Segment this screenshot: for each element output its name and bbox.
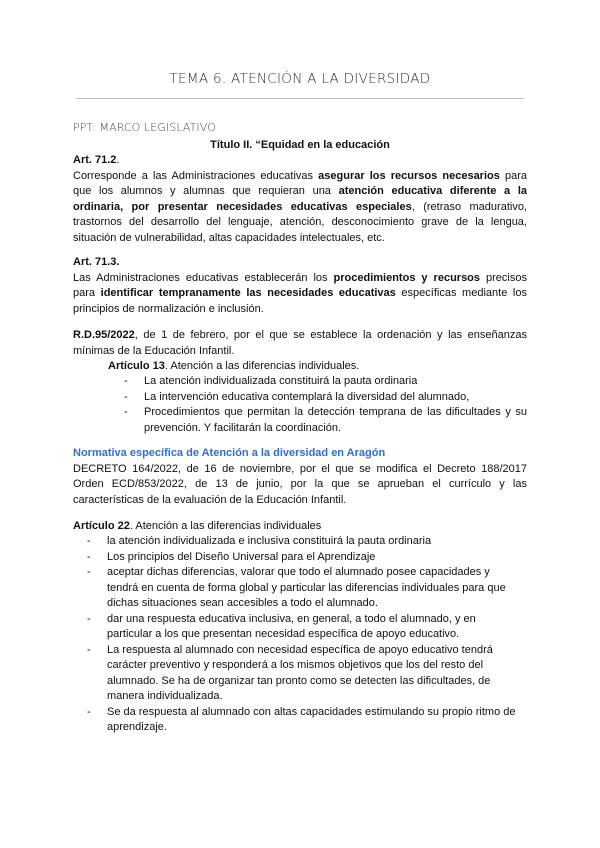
- art-71-3-heading: Art. 71.3.: [73, 256, 120, 268]
- art-71-3-section: [73, 255, 527, 317]
- art-71-2-section: [73, 153, 527, 246]
- list-item: - La atención individualizada constituirá la pauta ordinaria: [124, 375, 418, 387]
- list-item: - dar una respuesta educativa inclusiva, en general, a todo el alumnado, y en particular a los que presentan necesidad específica de apoyo educativo.: [87, 612, 476, 640]
- art-71-2-line-2: que los alumnos y alumnas que requieran una atención educativa diferente a la: [73, 185, 528, 197]
- titulo-heading: Título II. “Equidad en la educación: [210, 139, 390, 151]
- art-71-2-heading: Art. 71.2.: [73, 154, 120, 166]
- list-item: - la atención individualizada e inclusiva constituirá la pauta ordinaria: [87, 535, 432, 547]
- list-item: - La intervención educativa contemplará la diversidad del alumnado,: [124, 390, 470, 403]
- aragon-line-1: DECRETO 164/2022, de 16 de noviembre, por el que se modifica el Decreto 188/2017: [73, 462, 527, 475]
- list-item: - Se da respuesta al alumnado con altas capacidades estimulando su propio ritmo de aprendizaje.: [87, 705, 516, 733]
- art-71-2-line-4: trastornos del desarrollo del lenguaje, atención, desconocimiento grave de la lengua,: [73, 216, 527, 228]
- list-item: - Los principios del Diseño Universal para el Aprendizaje: [87, 550, 376, 563]
- rd-line-1: R.D.95/2022, de 1 de febrero, por el que se establece la ordenación y las enseñanzas: [73, 329, 527, 341]
- art-71-3-line-3: principios de normalización e inclusión.: [73, 302, 264, 315]
- rd-line-2: mínimas de la Educación Infantil.: [73, 344, 235, 357]
- art-71-2-line-3: ordinaria, por presentar necesidades educativas especiales, (retraso madurativo,: [73, 200, 527, 213]
- title-divider: [76, 98, 524, 99]
- art-13-heading: Artículo 13. Atención a las diferencias individuales.: [108, 360, 360, 372]
- art-22-list: [87, 534, 516, 736]
- art-22-heading: Artículo 22. Atención a las diferencias individuales: [73, 520, 322, 532]
- art-71-2-line-5: situación de vulnerabilidad, altas capacidades intelectuales, etc.: [73, 231, 385, 244]
- aragon-line-3: características de la evaluación de la Educación Infantil.: [73, 493, 347, 506]
- page-title: TEMA 6. ATENCIÓN A LA DIVERSIDAD: [169, 71, 431, 87]
- list-item: - La respuesta al alumnado con necesidad específica de apoyo educativo tendrá carácter preventivo y responderá a los mismos objetivos que los del resto del alumnado. Se ha de organizar tan pronto como se detecten las dificultades, de manera individualizada.: [87, 643, 493, 702]
- list-item: - aceptar dichas diferencias, valorar que todo el alumnado posee capacidades y tendrá en cuenta de forma global y particular las diferencias individuales para que dichas situaciones sean accesibles a todo el alumnado.: [87, 566, 506, 609]
- aragon-heading: Normativa específica de Atención a la diversidad en Aragón: [73, 447, 386, 459]
- aragon-section: [73, 446, 527, 508]
- art-71-3-line-1: Las Administraciones educativas establecerán los procedimientos y recursos precisos: [73, 271, 527, 284]
- art-13-list: [124, 374, 527, 436]
- art-71-2-line-1: Corresponde a las Administraciones educativas asegurar los recursos necesarios para: [73, 169, 528, 182]
- art-71-3-line-2: para identificar tempranamente las necesidades educativas específicas mediante los: [73, 287, 527, 299]
- ppt-subtitle: PPT: MARCO LEGISLATIVO: [73, 121, 216, 134]
- rd-section: [73, 328, 527, 359]
- list-item: - Procedimientos que permitan la detección temprana de las dificultades y su prevención. Y facilitarán la coordinación.: [124, 406, 527, 434]
- aragon-line-2: Orden ECD/853/2022, de 13 de junio, por la que se aprueban el currículo y las: [73, 478, 527, 490]
